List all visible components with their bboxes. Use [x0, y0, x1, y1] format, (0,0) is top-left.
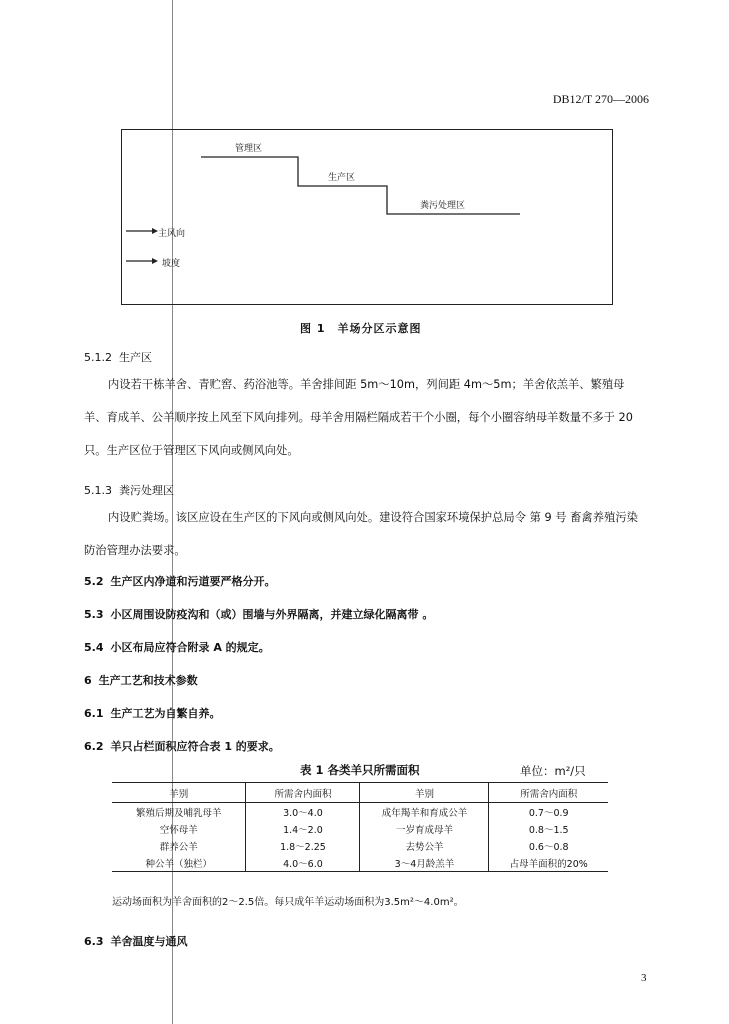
section-title: 粪污处理区 — [119, 484, 174, 497]
section-title: 生产工艺和技术参数 — [98, 674, 198, 687]
slope-arrow-head-icon — [152, 258, 158, 264]
clause-5-2 — [84, 573, 276, 589]
clause-5-4 — [84, 639, 270, 655]
clause-number: 6.1 — [84, 707, 104, 720]
zoning-diagram — [121, 129, 613, 305]
section-heading-6 — [84, 672, 198, 688]
section-title: 生产区 — [119, 351, 152, 364]
clause-6-2 — [84, 738, 280, 754]
table-cell: 3～4月龄羔羊 — [360, 854, 489, 872]
table-cell: 0.7～0.9 — [528, 807, 569, 819]
page-number: 3 — [641, 972, 647, 984]
table-cell: 1.8～2.25 — [246, 837, 360, 854]
table-header-row — [112, 783, 608, 803]
table-row — [112, 820, 608, 837]
clause-text: 生产工艺为自繁自养。 — [110, 707, 221, 720]
table-row — [112, 854, 608, 872]
clause-text: 小区周围设防疫沟和（或）围墙与外界隔离，并建立绿化隔离带 。 — [110, 608, 434, 621]
clause-6-3 — [84, 933, 188, 949]
table-row — [112, 803, 608, 821]
clause-text: 生产区内净道和污道要严格分开。 — [110, 575, 276, 588]
table-cell: 群养公羊 — [112, 837, 246, 854]
table-cell: 去势公羊 — [360, 837, 489, 854]
table-title: 表 1 各类羊只所需面积 — [300, 763, 420, 777]
table-cell: 成年羯羊和育成公羊 — [360, 803, 489, 821]
clause-number: 6.3 — [84, 935, 104, 948]
section-heading-5-1-2 — [84, 349, 152, 365]
table-cell: 0.6～0.8 — [528, 841, 569, 853]
table-cell: 4.0～6.0 — [246, 854, 360, 872]
table-row — [112, 837, 608, 854]
area-requirements-table — [112, 782, 608, 872]
table-cell: 3.0～4.0 — [246, 803, 360, 821]
label-production-zone: 生产区 — [328, 173, 356, 183]
label-management-zone: 管理区 — [235, 144, 263, 154]
paragraph-waste-zone: 内设贮粪场。该区应设在生产区的下风向或侧风向处。建设符合国家环境保护总局令 第 9 号 畜禽养殖污染防治管理办法要求。 — [84, 511, 638, 557]
clause-6-1 — [84, 705, 221, 721]
table-cell: 占母羊面积的20% — [489, 854, 608, 872]
section-heading-5-1-3 — [84, 482, 174, 498]
document-id: DB12/T 270—2006 — [552, 92, 649, 106]
table-header-cell: 羊别 — [360, 783, 489, 803]
table-cell: 空怀母羊 — [112, 820, 246, 837]
clause-number: 5.4 — [84, 641, 104, 654]
paragraph-production-zone: 内设若干栋羊舍、青贮窖、药浴池等。羊舍排间距 5m～10m，列间距 4m～5m；羊舍依羔羊、繁殖母羊、育成羊、公羊顺序按上风至下风向排列。母羊舍用隔栏隔成若干个小圈，每个小圈容纳母羊数量不多于 20 只。生产区位于管理区下风向或侧风向处。 — [84, 378, 633, 457]
table-header-cell: 羊别 — [112, 783, 246, 803]
clause-5-3 — [84, 606, 433, 622]
table-note: 运动场面积为羊舍面积的2～2.5倍。每只成年羊运动场面积为3.5m²～4.0m²。 — [112, 897, 464, 908]
table-cell: 繁殖后期及哺乳母羊 — [112, 803, 246, 821]
clause-number: 5.2 — [84, 575, 104, 588]
section-number: 5.1.2 — [84, 351, 112, 364]
table-header-cell: 所需舍内面积 — [246, 783, 360, 803]
section-number: 6 — [84, 674, 92, 687]
label-slope: 坡度 — [162, 259, 181, 269]
table-unit: 单位：m²/只 — [520, 764, 586, 778]
section-number: 5.1.3 — [84, 484, 112, 497]
clause-text: 小区布局应符合附录 A 的规定。 — [110, 641, 270, 654]
table-cell: 1.4～2.0 — [246, 820, 360, 837]
zoning-steps — [122, 130, 612, 304]
label-main-wind: 主风向 — [158, 229, 186, 239]
clause-number: 6.2 — [84, 740, 104, 753]
clause-text: 羊舍温度与通风 — [110, 935, 188, 948]
table-header-cell: 所需舍内面积 — [489, 783, 608, 803]
label-waste-zone: 粪污处理区 — [420, 201, 466, 211]
table-cell: 0.8～1.5 — [528, 824, 569, 836]
clause-number: 5.3 — [84, 608, 104, 621]
figure-caption: 图 1 羊场分区示意图 — [300, 322, 422, 335]
table-cell: 种公羊（独栏） — [112, 854, 246, 872]
table-cell: 一岁育成母羊 — [360, 820, 489, 837]
clause-text: 羊只占栏面积应符合表 1 的要求。 — [110, 740, 280, 753]
